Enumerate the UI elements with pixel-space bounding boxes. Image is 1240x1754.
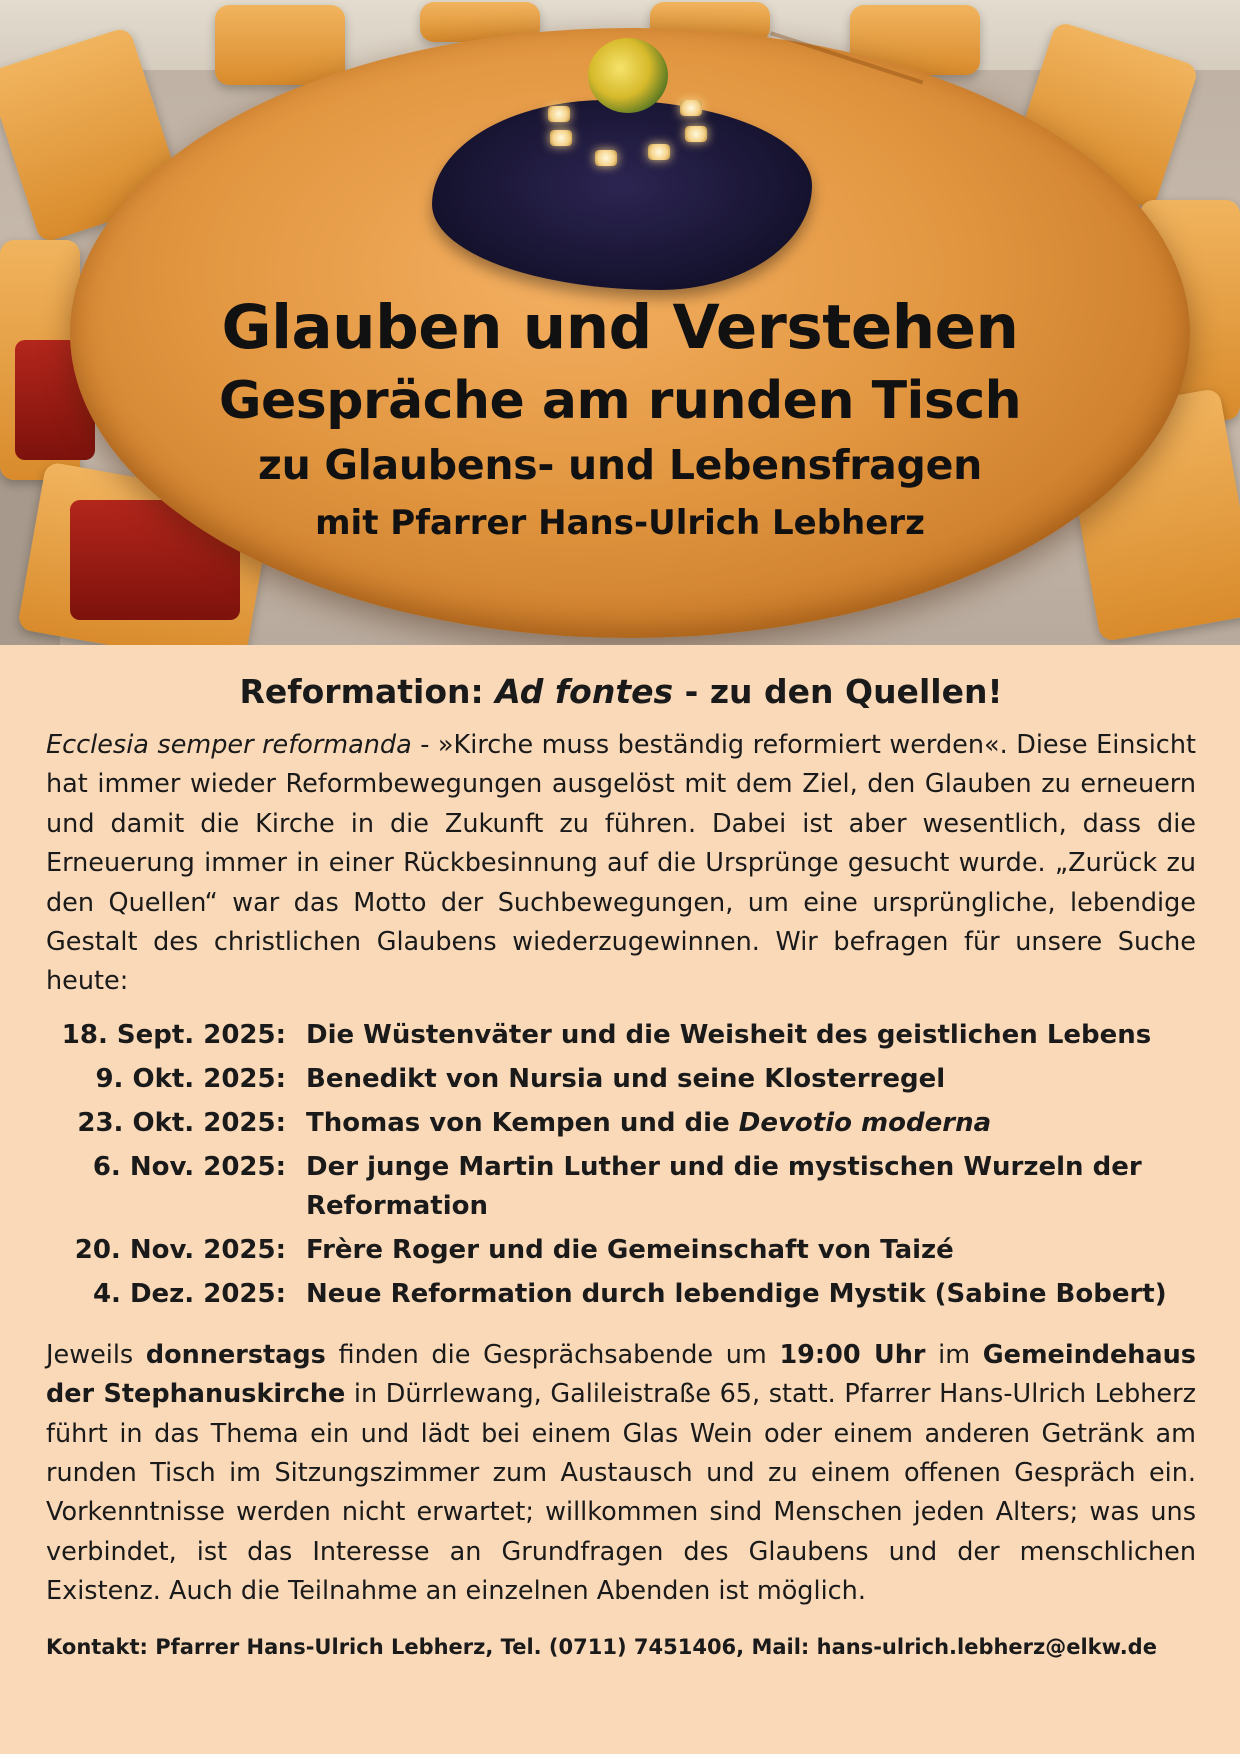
tea-light [550, 130, 572, 146]
tea-light [548, 106, 570, 122]
intro-text: - »Kirche muss beständig reformiert werden«. Diese Einsicht hat immer wieder Reformbewegungen ausgelöst mit dem Ziel, den Glauben zu erneuern und damit die Kirche in die Zukunft zu führen. Dabei ist aber wesentlich, dass die Erneuerung immer in einer Rückbesinnung auf die Ursprünge gesucht wurde. „Zurück zu den Quellen“ war das Motto der Suchbewegungen, um eine ursprüngliche, lebendige Gestalt des christlichen Glaubens wiederzugewinnen. Wir befragen für unsere Suche heute: [46, 730, 1196, 997]
intro-italic-lead: Ecclesia semper reformanda [46, 730, 412, 760]
section-title-italic: Ad fontes [495, 672, 674, 711]
tea-light [648, 144, 670, 160]
schedule-topic: Die Wüstenväter und die Weisheit des geistlichen Lebens [306, 1019, 1152, 1050]
schedule-item [46, 1060, 1196, 1099]
schedule-item [46, 1148, 1196, 1226]
host-line: mit Pfarrer Hans-Ulrich Lebherz [315, 503, 925, 543]
page-title: Glauben und Verstehen [221, 292, 1019, 363]
schedule-item [46, 1231, 1196, 1270]
page-subtitle: Gespräche am runden Tisch [218, 371, 1022, 431]
schedule-topic: Benedikt von Nursia und seine Klosterregel [306, 1063, 946, 1094]
flower-plant [588, 38, 668, 113]
schedule-date: 23. Okt. 2025: [77, 1107, 286, 1138]
section-title [46, 668, 1196, 716]
details-paragraph: Jeweils donnerstags finden die Gesprächsabende um 19:00 Uhr im Gemeindehaus der Stephanuskirche in Dürrlewang, Galileistraße 65, statt. Pfarrer Hans-Ulrich Lebherz führt in das Thema ein und lädt bei einem Glas Wein oder einem anderen Getränk am runden Tisch im Sitzungszimmer zum Austausch und zu einem offenen Gespräch ein. Vorkenntnisse werden nicht erwartet; willkommen sind Menschen jeden Alters; was uns verbindet, ist das Interesse an Grundfragen des Glaubens und der menschlichen Existenz. Auch die Teilnahme an einzelnen Abenden ist möglich. [46, 1339, 1196, 1607]
event-location: Gemeindehaus der Stephanuskirche [46, 1339, 1196, 1410]
schedule-item [46, 1016, 1196, 1055]
section-title-prefix: Reformation: [239, 672, 484, 711]
schedule-topic: Thomas von Kempen und die Devotio moderna [306, 1107, 992, 1138]
schedule-item [46, 1275, 1196, 1314]
contact-line: Kontakt: Pfarrer Hans-Ulrich Lebherz, Tel. (0711) 7451406, Mail: hans-ulrich.lebherz@elkw.de [46, 1634, 1157, 1659]
chair [215, 5, 345, 85]
schedule-date: 20. Nov. 2025: [74, 1234, 286, 1265]
weekday: donnerstags [145, 1339, 326, 1370]
schedule-date: 18. Sept. 2025: [61, 1019, 286, 1050]
schedule-item [46, 1104, 1196, 1143]
intro-paragraph [46, 726, 1196, 1002]
title-block [0, 290, 1240, 552]
event-time: 19:00 Uhr [779, 1339, 926, 1370]
schedule-date: 9. Okt. 2025: [95, 1063, 286, 1094]
schedule-topic: Frère Roger und die Gemeinschaft von Taizé [306, 1234, 954, 1265]
tea-light [595, 150, 617, 166]
section-title-suffix: - zu den Quellen! [684, 672, 1003, 711]
schedule-date: 4. Dez. 2025: [92, 1278, 286, 1309]
page-subtitle-2: zu Glaubens- und Lebensfragen [258, 441, 982, 489]
tea-light [680, 100, 702, 116]
schedule-list [46, 1016, 1196, 1314]
main-content [46, 668, 1196, 1662]
schedule-date: 6. Nov. 2025: [92, 1151, 286, 1182]
schedule-topic: Neue Reformation durch lebendige Mystik (Sabine Bobert) [306, 1278, 1167, 1309]
schedule-topic: Der junge Martin Luther und die mystischen Wurzeln der Reformation [306, 1151, 1142, 1221]
tea-light [685, 126, 707, 142]
